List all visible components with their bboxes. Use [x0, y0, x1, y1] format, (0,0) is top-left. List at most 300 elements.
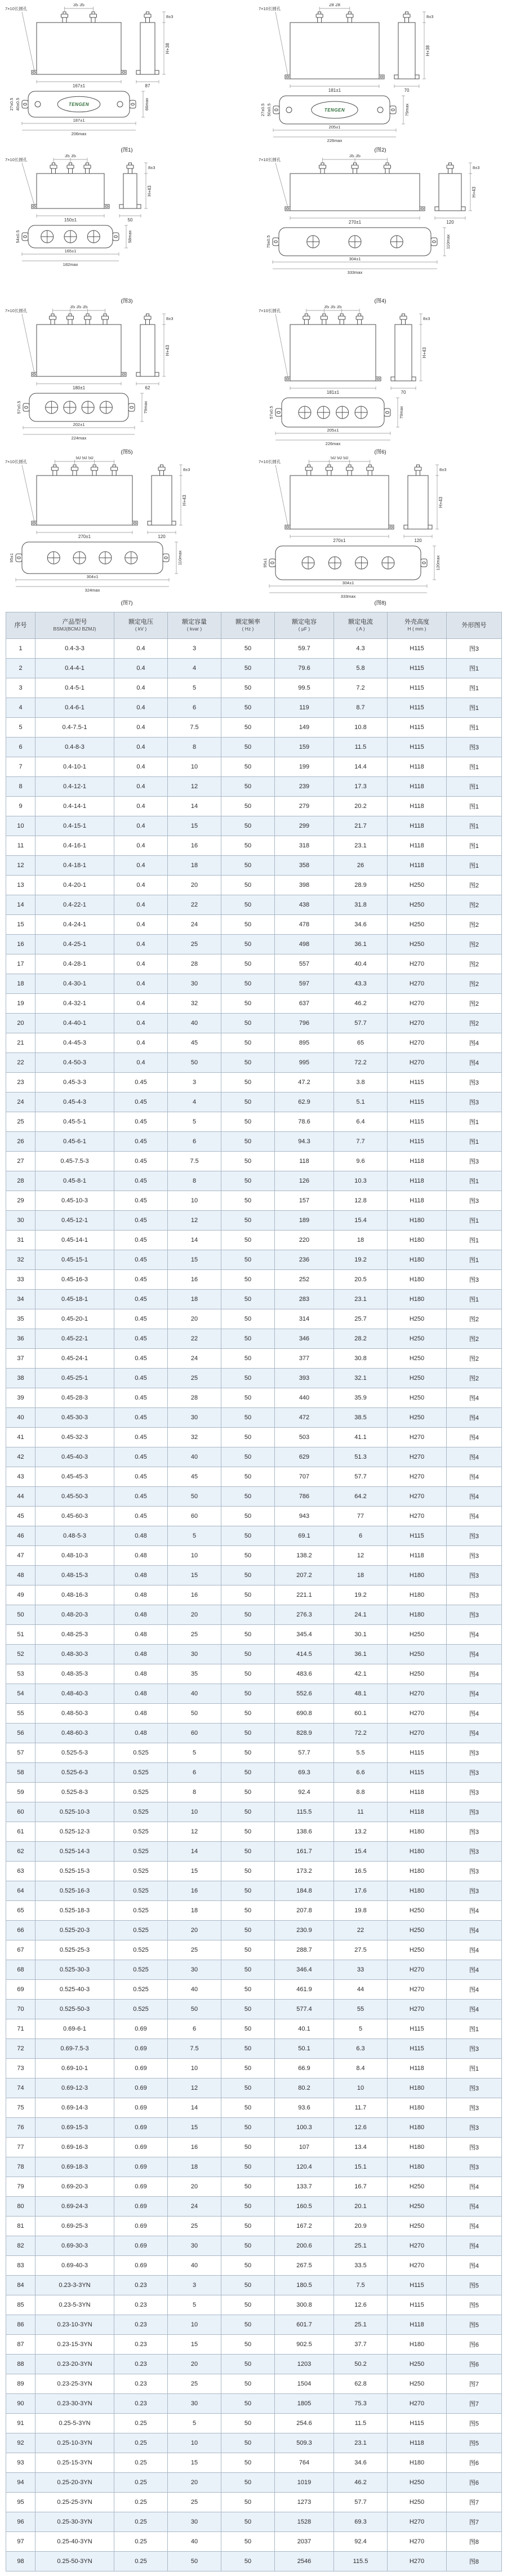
cell-frequency: 50 [221, 659, 275, 678]
cell-height: H250 [388, 2493, 447, 2512]
cell-model: 0.48-35-3 [35, 1664, 114, 1684]
cell-voltage: 0.525 [114, 1921, 168, 1940]
cell-frequency: 50 [221, 1467, 275, 1487]
cell-capacity: 25 [168, 1625, 221, 1645]
cell-current: 11.5 [334, 2414, 388, 2433]
cell-current: 7.2 [334, 678, 388, 698]
front-width-label: 270±1 [333, 538, 346, 543]
cell-capacitance: 180.5 [275, 2276, 334, 2295]
cell-height: H118 [388, 816, 447, 836]
cell-capacitance: 472 [275, 1408, 334, 1428]
cell-frequency: 50 [221, 876, 275, 895]
cell-voltage: 0.525 [114, 1901, 168, 1921]
cell-model: 0.45-14-1 [35, 1231, 114, 1250]
cell-current: 92.4 [334, 2532, 388, 2552]
cell-figure: 图4 [447, 1960, 502, 1980]
cell-capacity: 18 [168, 856, 221, 876]
cell-voltage: 0.23 [114, 2374, 168, 2394]
figure-block-6 [256, 305, 504, 456]
cell-height: H250 [388, 895, 447, 915]
hole-spacing-label: 54±0.5 [15, 230, 20, 243]
cell-figure: 图4 [447, 1507, 502, 1526]
cell-seq: 82 [6, 2236, 35, 2256]
table-row [6, 1625, 502, 1645]
cell-seq: 41 [6, 1428, 35, 1447]
table-row [6, 895, 502, 915]
cell-height: H115 [388, 2276, 447, 2295]
hole-spacing-label-2: 27±0.5 [9, 97, 14, 111]
cell-voltage: 0.525 [114, 1842, 168, 1862]
cell-model: 0.23-15-3YN [35, 2335, 114, 2355]
cell-seq: 35 [6, 1309, 35, 1329]
table-row [6, 1921, 502, 1940]
cell-current: 64.2 [334, 1487, 388, 1507]
cell-voltage: 0.69 [114, 2059, 168, 2078]
cell-voltage: 0.4 [114, 895, 168, 915]
table-row [6, 1408, 502, 1428]
overall-width-label: 226max [327, 138, 343, 143]
cell-height: H270 [388, 1507, 447, 1526]
cell-capacitance: 377 [275, 1349, 334, 1369]
cell-height: H270 [388, 2532, 447, 2552]
cell-voltage: 0.69 [114, 2078, 168, 2098]
cell-frequency: 50 [221, 1763, 275, 1783]
cell-capacity: 6 [168, 698, 221, 718]
figure-caption: (图4) [374, 298, 386, 304]
cell-current: 77 [334, 1507, 388, 1526]
cell-model: 0.23-20-3YN [35, 2355, 114, 2374]
cell-frequency: 50 [221, 1625, 275, 1645]
cell-frequency: 50 [221, 1250, 275, 1270]
cell-frequency: 50 [221, 1112, 275, 1132]
cell-figure: 图2 [447, 1329, 502, 1349]
cell-model: 0.45-5-1 [35, 1112, 114, 1132]
header-capacitance [275, 612, 334, 639]
cell-seq: 14 [6, 895, 35, 915]
cell-figure: 图7 [447, 2374, 502, 2394]
cell-capacitance: 99.5 [275, 678, 334, 698]
cell-frequency: 50 [221, 1388, 275, 1408]
table-row [6, 2118, 502, 2138]
brand-logo-text: TENGEN [324, 108, 345, 113]
mounting-hole-note: 7×10长圆孔 [5, 157, 28, 162]
cell-voltage: 0.48 [114, 1546, 168, 1566]
bushing-pitch-label: 35 35 [349, 154, 361, 158]
cell-voltage: 0.525 [114, 1862, 168, 1881]
cell-seq: 28 [6, 1171, 35, 1191]
cell-voltage: 0.23 [114, 2295, 168, 2315]
cell-capacity: 20 [168, 1309, 221, 1329]
cell-height: H180 [388, 1822, 447, 1842]
cell-height: H115 [388, 659, 447, 678]
cell-frequency: 50 [221, 2473, 275, 2493]
depth-label: 120max [435, 555, 441, 571]
cell-frequency: 50 [221, 2433, 275, 2453]
cell-current: 8.4 [334, 2059, 388, 2078]
cell-seq: 92 [6, 2433, 35, 2453]
cell-capacity: 16 [168, 2138, 221, 2157]
cell-height: H180 [388, 1862, 447, 1881]
cell-figure: 图3 [447, 1842, 502, 1862]
cell-capacity: 24 [168, 2197, 221, 2217]
base-width-label: 165±1 [64, 248, 77, 254]
header-label: 额定电容 [292, 619, 317, 625]
overall-width-label: 324max [84, 588, 100, 593]
cell-figure: 图3 [447, 738, 502, 757]
cell-capacity: 20 [168, 2473, 221, 2493]
cell-figure: 图3 [447, 1526, 502, 1546]
cell-current: 18 [334, 1231, 388, 1250]
cell-capacitance: 300.8 [275, 2295, 334, 2315]
cell-capacitance: 157 [275, 1191, 334, 1211]
mounting-hole-note: 7×10长圆孔 [5, 308, 28, 313]
cell-capacity: 40 [168, 1980, 221, 2000]
cell-voltage: 0.69 [114, 2118, 168, 2138]
cell-capacitance: 438 [275, 895, 334, 915]
cell-height: H270 [388, 954, 447, 974]
table-row [6, 1507, 502, 1526]
cell-seq: 7 [6, 757, 35, 777]
cell-current: 62.8 [334, 2374, 388, 2394]
cell-seq: 44 [6, 1487, 35, 1507]
bushing-height-label: 8±3 [166, 316, 174, 321]
cell-voltage: 0.48 [114, 1704, 168, 1724]
cell-model: 0.525-25-3 [35, 1940, 114, 1960]
cell-frequency: 50 [221, 738, 275, 757]
header-unit: ( kvar ) [186, 626, 202, 632]
cell-model: 0.69-24-3 [35, 2197, 114, 2217]
cell-height: H180 [388, 1605, 447, 1625]
cell-figure: 图2 [447, 935, 502, 954]
cell-frequency: 50 [221, 1231, 275, 1250]
cell-current: 65 [334, 1033, 388, 1053]
cell-capacitance: 236 [275, 1250, 334, 1270]
cell-model: 0.25-40-3YN [35, 2532, 114, 2552]
table-row [6, 974, 502, 994]
cell-model: 0.4-32-1 [35, 994, 114, 1014]
cell-frequency: 50 [221, 1842, 275, 1862]
cell-current: 48.1 [334, 1684, 388, 1704]
table-row [6, 1842, 502, 1862]
cell-capacity: 30 [168, 2512, 221, 2532]
cell-capacitance: 314 [275, 1309, 334, 1329]
figure-caption: (图5) [121, 449, 133, 455]
cell-height: H180 [388, 2078, 447, 2098]
cell-current: 9.6 [334, 1152, 388, 1171]
cell-frequency: 50 [221, 974, 275, 994]
cell-frequency: 50 [221, 1053, 275, 1073]
cell-frequency: 50 [221, 856, 275, 876]
cell-figure: 图3 [447, 1270, 502, 1290]
cell-current: 7.7 [334, 1132, 388, 1152]
cell-figure: 图7 [447, 2512, 502, 2532]
cell-frequency: 50 [221, 1960, 275, 1980]
brand-logo-text: TENGEN [68, 102, 90, 107]
cell-voltage: 0.69 [114, 2019, 168, 2039]
mounting-hole-note: 7×10长圆孔 [5, 6, 28, 11]
cell-current: 46.2 [334, 994, 388, 1014]
cell-model: 0.45-22-1 [35, 1329, 114, 1349]
front-width-label: 150±1 [64, 217, 77, 223]
cell-voltage: 0.23 [114, 2335, 168, 2355]
cell-capacitance: 577.4 [275, 2000, 334, 2019]
base-width-label: 304±1 [349, 256, 361, 261]
bushing-pitch-label: 35 35 35 [324, 305, 342, 309]
cell-frequency: 50 [221, 2098, 275, 2118]
table-row [6, 1585, 502, 1605]
hole-spacing-label: 57±0.5 [269, 406, 274, 419]
cell-frequency: 50 [221, 994, 275, 1014]
cell-figure: 图2 [447, 895, 502, 915]
cell-current: 50.2 [334, 2355, 388, 2374]
cell-height: H250 [388, 1921, 447, 1940]
cell-voltage: 0.23 [114, 2394, 168, 2414]
cell-voltage: 0.69 [114, 2236, 168, 2256]
header-seq [6, 612, 35, 639]
cell-frequency: 50 [221, 1428, 275, 1447]
table-body [6, 639, 502, 2571]
cell-figure: 图4 [447, 1684, 502, 1704]
cell-capacity: 16 [168, 836, 221, 856]
cell-current: 8.8 [334, 1783, 388, 1802]
cell-capacitance: 80.2 [275, 2078, 334, 2098]
cell-voltage: 0.4 [114, 836, 168, 856]
cell-current: 31.8 [334, 895, 388, 915]
cell-capacity: 3 [168, 1073, 221, 1092]
cell-height: H270 [388, 1428, 447, 1447]
cell-voltage: 0.69 [114, 2177, 168, 2197]
header-figure [447, 612, 502, 639]
cell-capacity: 20 [168, 2355, 221, 2374]
cell-current: 57.7 [334, 1014, 388, 1033]
cell-capacitance: 69.3 [275, 1763, 334, 1783]
cell-frequency: 50 [221, 1704, 275, 1724]
cell-model: 0.25-20-3YN [35, 2473, 114, 2493]
cell-capacitance: 461.9 [275, 1980, 334, 2000]
cell-voltage: 0.45 [114, 1487, 168, 1507]
cell-height: H270 [388, 2236, 447, 2256]
cell-model: 0.48-30-3 [35, 1645, 114, 1664]
cell-frequency: 50 [221, 2335, 275, 2355]
cell-capacitance: 220 [275, 1231, 334, 1250]
cell-current: 35.9 [334, 1388, 388, 1408]
cell-height: H250 [388, 1309, 447, 1329]
table-row [6, 1783, 502, 1802]
cell-current: 6.6 [334, 1763, 388, 1783]
cell-capacity: 16 [168, 1585, 221, 1605]
cell-voltage: 0.4 [114, 777, 168, 797]
cell-current: 23.1 [334, 836, 388, 856]
cell-figure: 图3 [447, 2098, 502, 2118]
cell-seq: 19 [6, 994, 35, 1014]
cell-figure: 图1 [447, 757, 502, 777]
cell-current: 42.1 [334, 1664, 388, 1684]
table-row [6, 1526, 502, 1546]
cell-voltage: 0.25 [114, 2493, 168, 2512]
cell-current: 20.1 [334, 2197, 388, 2217]
cell-figure: 图4 [447, 1901, 502, 1921]
cell-capacitance: 943 [275, 1507, 334, 1526]
cell-capacitance: 119 [275, 698, 334, 718]
cell-seq: 33 [6, 1270, 35, 1290]
cell-height: H115 [388, 738, 447, 757]
cell-voltage: 0.69 [114, 2197, 168, 2217]
cell-seq: 56 [6, 1724, 35, 1743]
cell-capacity: 16 [168, 1881, 221, 1901]
cell-seq: 24 [6, 1092, 35, 1112]
cell-capacitance: 764 [275, 2453, 334, 2473]
bushing-pitch-label: 50 50 50 [330, 456, 349, 460]
depth-label: 79max [404, 103, 410, 117]
cell-capacitance: 597 [275, 974, 334, 994]
cell-capacity: 10 [168, 2315, 221, 2335]
cell-capacitance: 498 [275, 935, 334, 954]
cell-figure: 图1 [447, 856, 502, 876]
cell-current: 24.1 [334, 1605, 388, 1625]
cell-seq: 60 [6, 1802, 35, 1822]
cell-current: 13.2 [334, 1822, 388, 1842]
cell-current: 46.2 [334, 2473, 388, 2493]
cell-voltage: 0.4 [114, 1014, 168, 1033]
cell-model: 0.23-5-3YN [35, 2295, 114, 2315]
table-row [6, 1881, 502, 1901]
cell-height: H250 [388, 2374, 447, 2394]
figure-caption: (图2) [374, 147, 386, 153]
table-row [6, 2019, 502, 2039]
cell-model: 0.69-30-3 [35, 2236, 114, 2256]
header-label: 额定频率 [235, 619, 260, 625]
cell-model: 0.4-28-1 [35, 954, 114, 974]
cell-frequency: 50 [221, 2394, 275, 2414]
overall-width-label: 206max [71, 131, 87, 136]
bushing-height-label: 8±3 [183, 467, 190, 472]
table-row [6, 1073, 502, 1092]
front-width-label: 167±1 [72, 83, 86, 88]
cell-figure: 图3 [447, 1783, 502, 1802]
cell-current: 57.7 [334, 1467, 388, 1487]
cell-capacitance: 159 [275, 738, 334, 757]
table-row [6, 915, 502, 935]
table-row [6, 2138, 502, 2157]
side-width-label: 120 [414, 538, 422, 543]
cell-frequency: 50 [221, 698, 275, 718]
cell-height: H270 [388, 1033, 447, 1053]
header-unit: ( A ) [356, 626, 365, 632]
outline-drawing-4 [256, 154, 504, 305]
cell-height: H270 [388, 1487, 447, 1507]
cell-height: H115 [388, 1526, 447, 1546]
cell-height: H180 [388, 2157, 447, 2177]
cell-frequency: 50 [221, 2059, 275, 2078]
cell-model: 0.525-50-3 [35, 2000, 114, 2019]
cell-seq: 39 [6, 1388, 35, 1408]
cell-model: 0.45-32-3 [35, 1428, 114, 1447]
cell-model: 0.45-60-3 [35, 1507, 114, 1526]
cell-capacity: 22 [168, 895, 221, 915]
cell-voltage: 0.69 [114, 2098, 168, 2118]
cell-voltage: 0.525 [114, 1940, 168, 1960]
cell-capacitance: 283 [275, 1290, 334, 1309]
cell-figure: 图3 [447, 1566, 502, 1585]
table-row [6, 2000, 502, 2019]
cell-capacity: 25 [168, 2493, 221, 2512]
cell-seq: 6 [6, 738, 35, 757]
cell-model: 0.25-25-3YN [35, 2493, 114, 2512]
cell-seq: 81 [6, 2217, 35, 2236]
cell-voltage: 0.69 [114, 2138, 168, 2157]
cell-seq: 71 [6, 2019, 35, 2039]
cell-capacitance: 120.4 [275, 2157, 334, 2177]
cell-seq: 94 [6, 2473, 35, 2493]
cell-seq: 69 [6, 1980, 35, 2000]
cell-figure: 图3 [447, 1152, 502, 1171]
cell-height: H180 [388, 1290, 447, 1309]
table-row [6, 2552, 502, 2571]
cell-frequency: 50 [221, 1290, 275, 1309]
cell-voltage: 0.525 [114, 1822, 168, 1842]
cell-capacity: 25 [168, 2217, 221, 2236]
cell-seq: 23 [6, 1073, 35, 1092]
cell-figure: 图1 [447, 2019, 502, 2039]
cell-voltage: 0.525 [114, 2000, 168, 2019]
cell-model: 0.45-3-3 [35, 1073, 114, 1092]
cell-current: 30.8 [334, 1349, 388, 1369]
cell-frequency: 50 [221, 2039, 275, 2059]
cell-seq: 46 [6, 1526, 35, 1546]
cell-capacity: 40 [168, 2256, 221, 2276]
bushing-pitch-label: 50 50 50 [75, 456, 94, 460]
cell-model: 0.4-15-1 [35, 816, 114, 836]
cell-capacity: 4 [168, 1092, 221, 1112]
case-height-label: H+43 [165, 345, 170, 356]
cell-voltage: 0.45 [114, 1171, 168, 1191]
mounting-hole-note: 7×10长圆孔 [5, 459, 28, 464]
cell-capacity: 30 [168, 1408, 221, 1428]
header-height [388, 612, 447, 639]
cell-height: H250 [388, 2355, 447, 2374]
header-label: 产品型号 [62, 619, 87, 625]
cell-figure: 图4 [447, 1033, 502, 1053]
cell-capacity: 40 [168, 1447, 221, 1467]
cell-height: H115 [388, 698, 447, 718]
cell-seq: 85 [6, 2295, 35, 2315]
cell-capacitance: 184.8 [275, 1881, 334, 1901]
cell-figure: 图4 [447, 1053, 502, 1073]
cell-model: 0.45-50-3 [35, 1487, 114, 1507]
cell-model: 0.69-40-3 [35, 2256, 114, 2276]
cell-seq: 58 [6, 1763, 35, 1783]
cell-height: H270 [388, 2256, 447, 2276]
cell-model: 0.45-25-1 [35, 1369, 114, 1388]
cell-voltage: 0.25 [114, 2532, 168, 2552]
table-row [6, 1309, 502, 1329]
cell-model: 0.48-40-3 [35, 1684, 114, 1704]
cell-seq: 96 [6, 2512, 35, 2532]
cell-capacitance: 62.9 [275, 1092, 334, 1112]
table-row [6, 1802, 502, 1822]
cell-figure: 图7 [447, 2394, 502, 2414]
cell-capacity: 28 [168, 954, 221, 974]
cell-current: 4.3 [334, 639, 388, 659]
cell-voltage: 0.4 [114, 974, 168, 994]
cell-current: 72.2 [334, 1053, 388, 1073]
table-row [6, 1724, 502, 1743]
cell-figure: 图6 [447, 2355, 502, 2374]
cell-capacity: 10 [168, 757, 221, 777]
cell-height: H115 [388, 2414, 447, 2433]
cell-height: H270 [388, 1980, 447, 2000]
cell-model: 0.45-40-3 [35, 1447, 114, 1467]
